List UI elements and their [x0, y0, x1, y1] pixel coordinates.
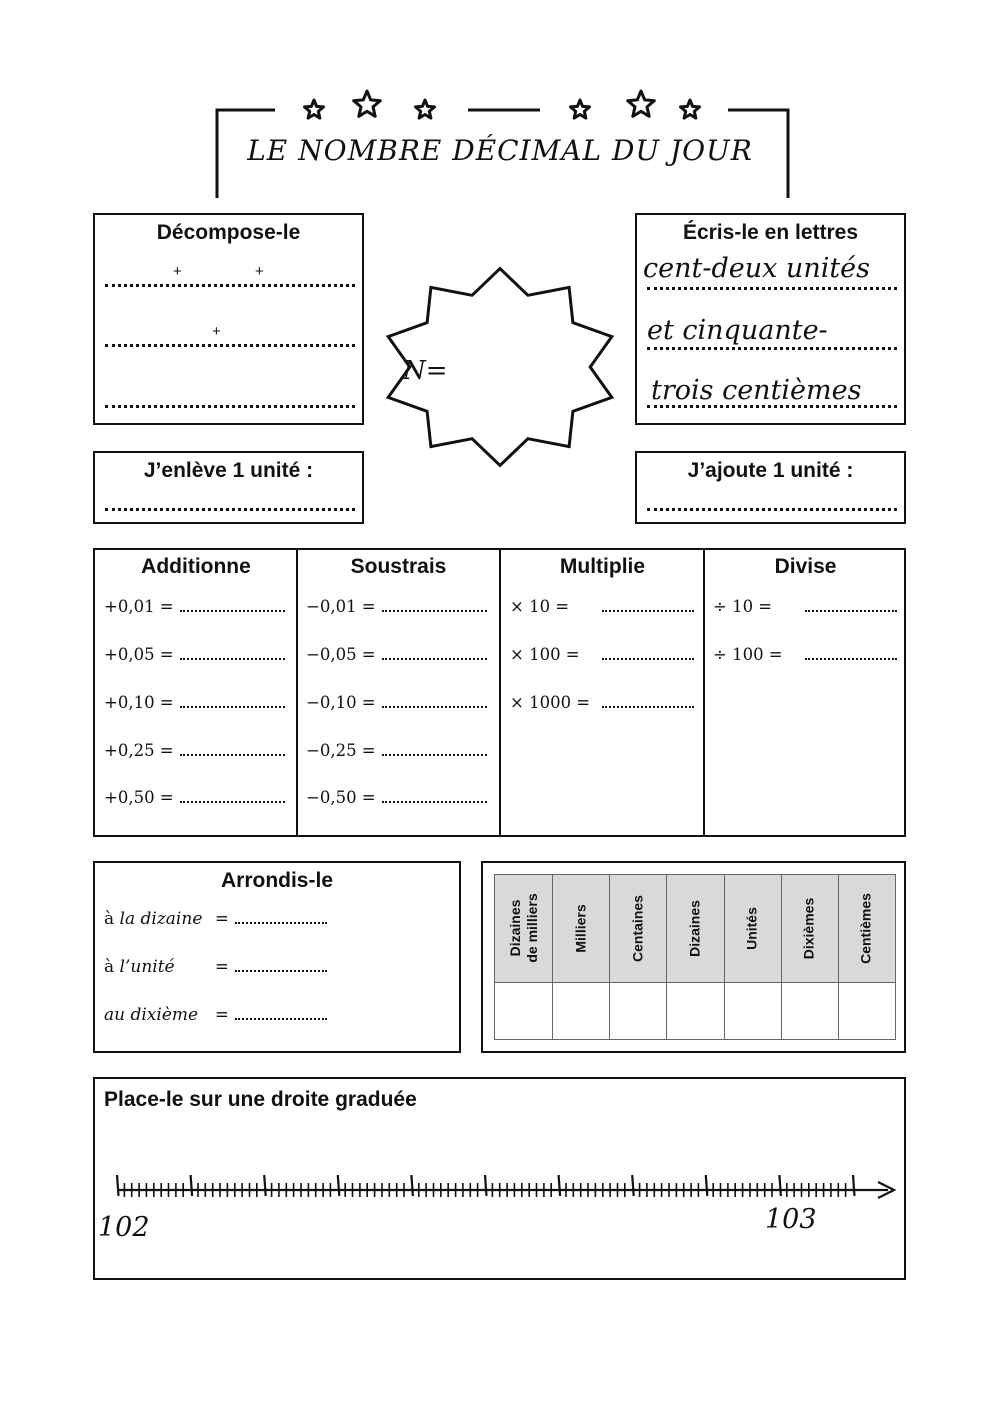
letters-handwritten-3: trois centièmes	[651, 375, 862, 406]
page-title: LE NOMBRE DÉCIMAL DU JOUR	[247, 134, 753, 167]
major-tick	[632, 1175, 634, 1196]
minus-one-title: J’enlève 1 unité :	[143, 459, 314, 482]
plus-one-title: J’ajoute 1 unité :	[687, 459, 854, 482]
column-title-divise: Divise	[774, 555, 837, 578]
operation-row[interactable]: −0,10 =	[306, 693, 487, 712]
letters-box	[635, 213, 906, 425]
rounding-row[interactable]: à l’unité	[104, 957, 175, 977]
star-outline-icon	[416, 100, 435, 118]
operation-row[interactable]: +0,50 =	[104, 788, 285, 807]
star-outline-icon	[681, 100, 700, 118]
major-tick	[485, 1175, 487, 1196]
operation-row[interactable]: × 10 =	[510, 597, 694, 616]
operation-row[interactable]: +0,10 =	[104, 693, 285, 712]
place-value-cell[interactable]	[782, 983, 837, 1038]
place-value-cell[interactable]	[553, 983, 608, 1038]
letters-line-1[interactable]	[647, 287, 897, 290]
major-tick	[779, 1175, 781, 1196]
operation-row[interactable]: +0,05 =	[104, 645, 285, 664]
place-value-table	[494, 874, 896, 1040]
plus-sign: +	[212, 323, 221, 340]
plus-one-answer-line[interactable]	[647, 508, 897, 511]
operation-row[interactable]: ÷ 100 =	[713, 645, 897, 664]
place-value-header: Centièmes	[857, 892, 874, 964]
header-frame	[0, 0, 1000, 210]
rounding-equals[interactable]: =	[215, 909, 327, 928]
operation-row[interactable]: +0,01 =	[104, 597, 285, 616]
major-tick	[264, 1175, 266, 1196]
place-value-header: Centaines	[629, 894, 646, 962]
minus-one-box	[93, 451, 364, 524]
place-value-cell[interactable]	[667, 983, 722, 1038]
operation-row[interactable]: −0,25 =	[306, 741, 487, 760]
plus-one-box	[635, 451, 906, 524]
number-line-end-label: 103	[765, 1204, 817, 1235]
place-value-header: Dizaines de milliers	[506, 893, 540, 963]
star-outline-icon	[305, 100, 324, 118]
place-value-cell[interactable]	[610, 983, 665, 1038]
rounding-row[interactable]: au dixième	[104, 1005, 199, 1025]
minus-one-answer-line[interactable]	[105, 508, 355, 511]
major-tick	[559, 1175, 561, 1196]
major-tick	[706, 1175, 708, 1196]
place-value-box	[481, 861, 906, 1053]
decompose-line-3[interactable]	[105, 405, 355, 408]
place-value-header: Dixièmes	[800, 897, 817, 959]
operation-row[interactable]: × 100 =	[510, 645, 694, 664]
operation-row[interactable]: −0,50 =	[306, 788, 487, 807]
rounding-equals[interactable]: =	[215, 1005, 327, 1024]
decompose-line-1[interactable]	[105, 284, 355, 287]
letters-title: Écris-le en lettres	[682, 221, 859, 244]
place-value-header: Unités	[743, 906, 760, 950]
operation-row[interactable]: × 1000 =	[510, 693, 694, 712]
plus-sign: +	[255, 263, 264, 280]
number-label: N=	[403, 356, 448, 386]
letters-line-2[interactable]	[647, 347, 897, 350]
operation-row[interactable]: ÷ 10 =	[713, 597, 897, 616]
place-value-cell[interactable]	[496, 983, 551, 1038]
major-tick	[853, 1175, 855, 1196]
column-title-multiplie: Multiplie	[559, 555, 646, 578]
place-value-header: Dizaines	[686, 899, 703, 957]
column-title-soustrais: Soustrais	[350, 555, 447, 578]
number-line[interactable]	[93, 1077, 906, 1280]
decompose-box	[93, 213, 364, 425]
place-value-cell[interactable]	[725, 983, 780, 1038]
star-outline-icon	[571, 100, 590, 118]
column-divider	[703, 550, 705, 835]
operation-row[interactable]: −0,05 =	[306, 645, 487, 664]
rounding-box	[93, 861, 461, 1053]
major-tick	[338, 1175, 340, 1196]
letters-handwritten-2: et cinquante-	[647, 315, 828, 346]
plus-sign: +	[173, 263, 182, 280]
column-divider	[296, 550, 298, 835]
operation-row[interactable]: −0,01 =	[306, 597, 487, 616]
star-outline-icon	[354, 91, 381, 116]
rounding-title: Arrondis-le	[220, 869, 333, 892]
operations-table	[93, 548, 906, 837]
place-value-header: Milliers	[572, 903, 589, 953]
place-value-cell[interactable]	[839, 983, 894, 1038]
letters-handwritten-1: cent-deux unités	[643, 253, 871, 284]
column-divider	[499, 550, 501, 835]
column-title-additionne: Additionne	[141, 555, 251, 578]
decompose-title: Décompose-le	[156, 221, 301, 244]
major-tick	[411, 1175, 413, 1196]
number-line-title: Place-le sur une droite graduée	[104, 1088, 417, 1111]
rounding-equals[interactable]: =	[215, 957, 327, 976]
rounding-row[interactable]: à la dizaine	[104, 909, 203, 929]
major-tick	[117, 1175, 119, 1196]
major-tick	[191, 1175, 193, 1196]
number-line-start-label: 102	[98, 1212, 150, 1243]
decompose-line-2[interactable]	[105, 344, 355, 347]
star-outline-icon	[628, 91, 655, 116]
operation-row[interactable]: +0,25 =	[104, 741, 285, 760]
